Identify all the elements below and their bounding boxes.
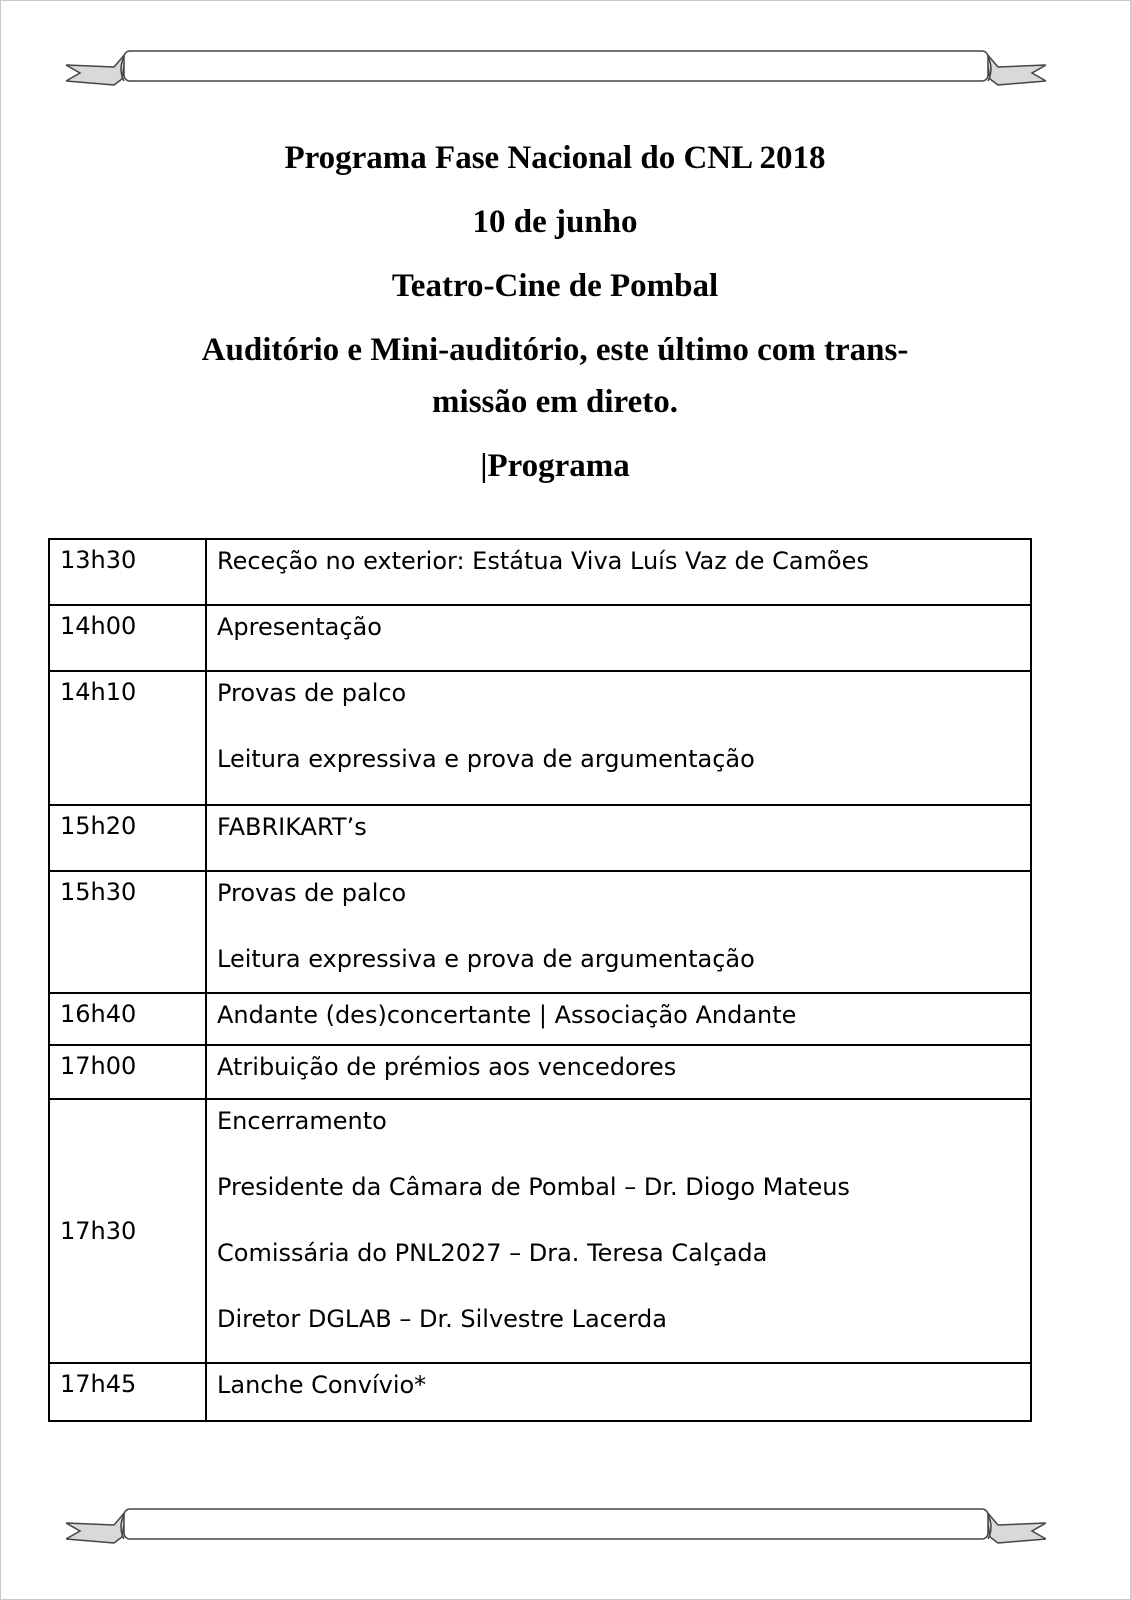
table-row <box>49 605 1031 671</box>
activity-cell <box>206 805 1031 871</box>
activity-text: Lanche Convívio* <box>217 1371 427 1399</box>
activity-text: Receção no exterior: Estátua Viva Luís Vaz de Camões <box>217 547 869 575</box>
activity-cell <box>206 993 1031 1045</box>
time-cell: 13h30 <box>49 539 206 605</box>
activity-text: Provas de palco <box>217 879 407 907</box>
time-cell: 17h30 <box>49 1099 206 1363</box>
activity-cell <box>206 605 1031 671</box>
document-header <box>0 140 1110 484</box>
activity-text: Andante (des)concertante | Associação Andante <box>217 1001 797 1029</box>
schedule-table <box>48 538 1032 1422</box>
table-row <box>49 1363 1031 1421</box>
venue: Teatro-Cine de Pombal <box>391 268 719 304</box>
title: Programa Fase Nacional do CNL 2018 <box>284 140 826 176</box>
activity-text: Encerramento <box>217 1107 387 1135</box>
time-cell: 17h00 <box>49 1045 206 1099</box>
scroll-banner-top <box>66 45 1046 95</box>
activity-text: Diretor DGLAB – Dr. Silvestre Lacerda <box>217 1305 667 1333</box>
date: 10 de junho <box>472 204 638 240</box>
activity-cell <box>206 1099 1031 1363</box>
time-cell: 15h20 <box>49 805 206 871</box>
table-row <box>49 1045 1031 1099</box>
activity-cell <box>206 1045 1031 1099</box>
activity-text: Leitura expressiva e prova de argumentação <box>217 945 755 973</box>
scroll-banner-bottom <box>66 1503 1046 1553</box>
table-row <box>49 871 1031 993</box>
time-cell: 16h40 <box>49 993 206 1045</box>
time-cell: 14h10 <box>49 671 206 805</box>
table-row <box>49 805 1031 871</box>
activity-text: FABRIKART’s <box>217 813 367 841</box>
activity-text: Atribuição de prémios aos vencedores <box>217 1053 677 1081</box>
activity-cell <box>206 671 1031 805</box>
time-cell: 14h00 <box>49 605 206 671</box>
activity-text: Comissária do PNL2027 – Dra. Teresa Calçada <box>217 1239 768 1267</box>
time-cell: 17h45 <box>49 1363 206 1421</box>
activity-cell <box>206 539 1031 605</box>
program-heading: |Programa <box>480 448 630 484</box>
table-row <box>49 1099 1031 1363</box>
activity-text: Apresentação <box>217 613 382 641</box>
activity-cell <box>206 1363 1031 1421</box>
room-line-2: missão em direto. <box>432 384 678 420</box>
time-cell: 15h30 <box>49 871 206 993</box>
activity-text: Provas de palco <box>217 679 407 707</box>
room-line-1: Auditório e Mini-auditório, este último com trans- <box>201 332 909 368</box>
activity-text: Presidente da Câmara de Pombal – Dr. Diogo Mateus <box>217 1173 850 1201</box>
activity-text: Leitura expressiva e prova de argumentação <box>217 745 755 773</box>
table-row <box>49 671 1031 805</box>
activity-cell <box>206 871 1031 993</box>
table-row <box>49 993 1031 1045</box>
table-row <box>49 539 1031 605</box>
